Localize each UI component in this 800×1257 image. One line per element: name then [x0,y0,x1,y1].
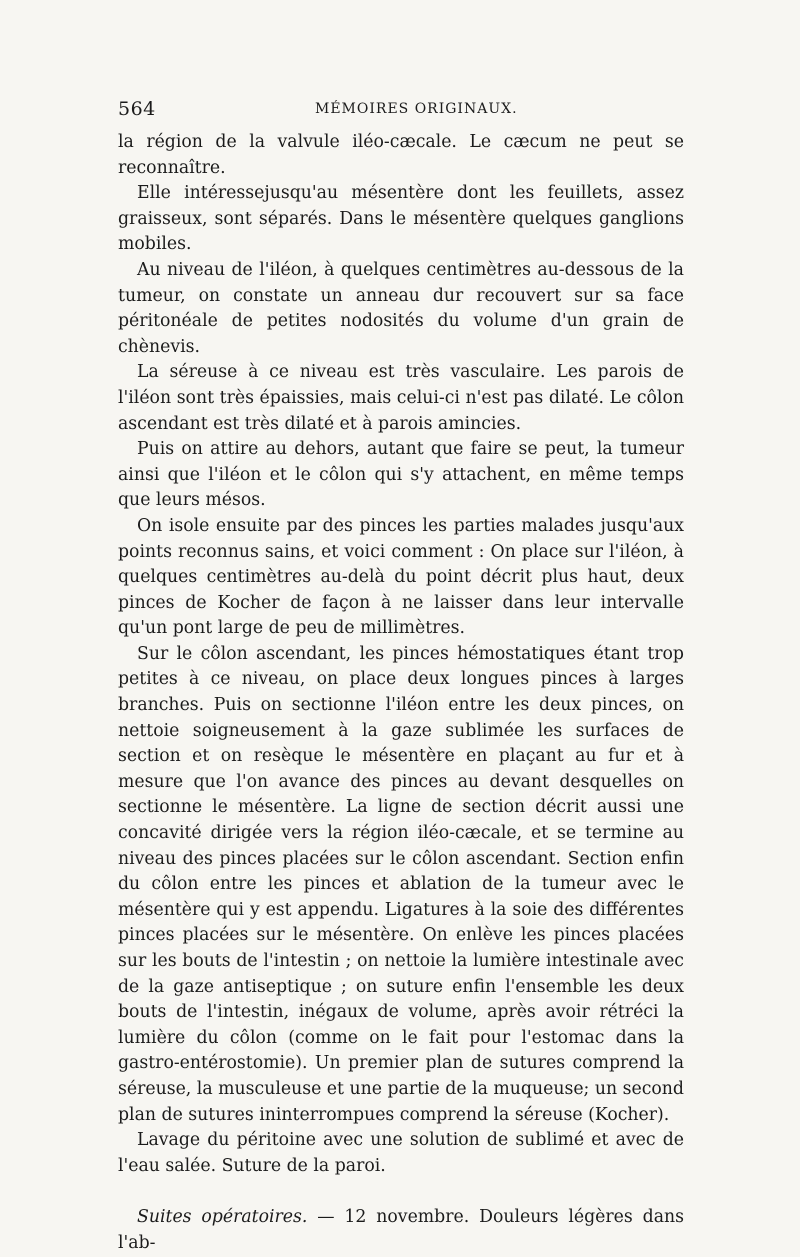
paragraph-mesentery: Elle intéressejusqu'au mésentère dont les feuillets, assez graisseux, sont séparés. Dans le mésentère quelques ganglions mobiles. [118,183,684,255]
paragraph-ileon-ring: Au niveau de l'iléon, à quelques centimètres au-dessous de la tumeur, on constate un anneau dur recouvert sur sa face péritonéale de petites nodosités du volume d'un grain de chènevis. [118,259,684,357]
page-number: 564 [118,98,156,120]
paragraph-suites [118,1205,684,1256]
suites-text: — 12 novembre. Douleurs légères dans l'ab- [118,1207,684,1253]
section-gap [118,1179,684,1205]
suites-label: Suites opératoires. [137,1207,308,1228]
paragraph-exteriorization: Puis on attire au dehors, autant que faire se peut, la tumeur ainsi que l'iléon et le côlon qui s'y attachent, en même temps que leurs mésos. [118,439,684,511]
running-head [118,98,683,126]
paragraph-resection: Sur le côlon ascendant, les pinces hémostatiques étant trop petites à ce niveau, on place deux longues pinces à larges branches. Puis on sectionne l'iléon entre les deux pinces, on nettoie soigneusement à la gaze sublimée les surfaces de section et on resèque le mésentère en plaçant au fur et à mesure que l'on avance des pinces au devant desquelles on sectionne le mésentère. La ligne de section décrit aussi une concavité dirigée vers la région iléo-cæcale, et se termine au niveau des pinces placées sur le côlon ascendant. Section enfin du côlon entre les pinces et ablation de la tumeur avec le mésentère qui y est appendu. Ligatures à la soie des différentes pinces placées sur le mésentère. On enlève les pinces placées sur les bouts de l'intestin ; on nettoie la lumière intestinale avec de la gaze antiseptique ; on suture enfin l'ensemble les deux bouts de l'intestin, inégaux de volume, après avoir rétréci la lumière du côlon (comme on le fait pour l'estomac dans la gastro-entérostomie). Un premier plan de sutures comprend la séreuse, la musculeuse et une partie de la muqueuse; un second plan de sutures ininterrompues comprend la séreuse (Kocher). [118,643,684,1125]
paragraph-serosa: La séreuse à ce niveau est très vasculaire. Les parois de l'iléon sont très épaissies, mais celui-ci n'est pas dilaté. Le côlon ascendant est très dilaté et à parois amincies. [118,362,684,434]
paragraph-lavage: Lavage du péritoine avec une solution de sublimé et avec de l'eau salée. Suture de la paroi. [118,1130,684,1176]
paragraph-isolation: On isole ensuite par des pinces les parties malades jusqu'aux points reconnus sains, et voici comment : On place sur l'iléon, à quelques centimètres au-delà du point décrit plus haut, deux pinces de Kocher de façon à ne laisser dans leur intervalle qu'un pont large de peu de millimètres. [118,515,684,639]
paragraph-continuation: la région de la valvule iléo-cæcale. Le cæcum ne peut se reconnaître. [118,132,684,178]
body-text [118,130,684,1257]
header-title: MÉMOIRES ORIGINAUX. [315,101,518,117]
